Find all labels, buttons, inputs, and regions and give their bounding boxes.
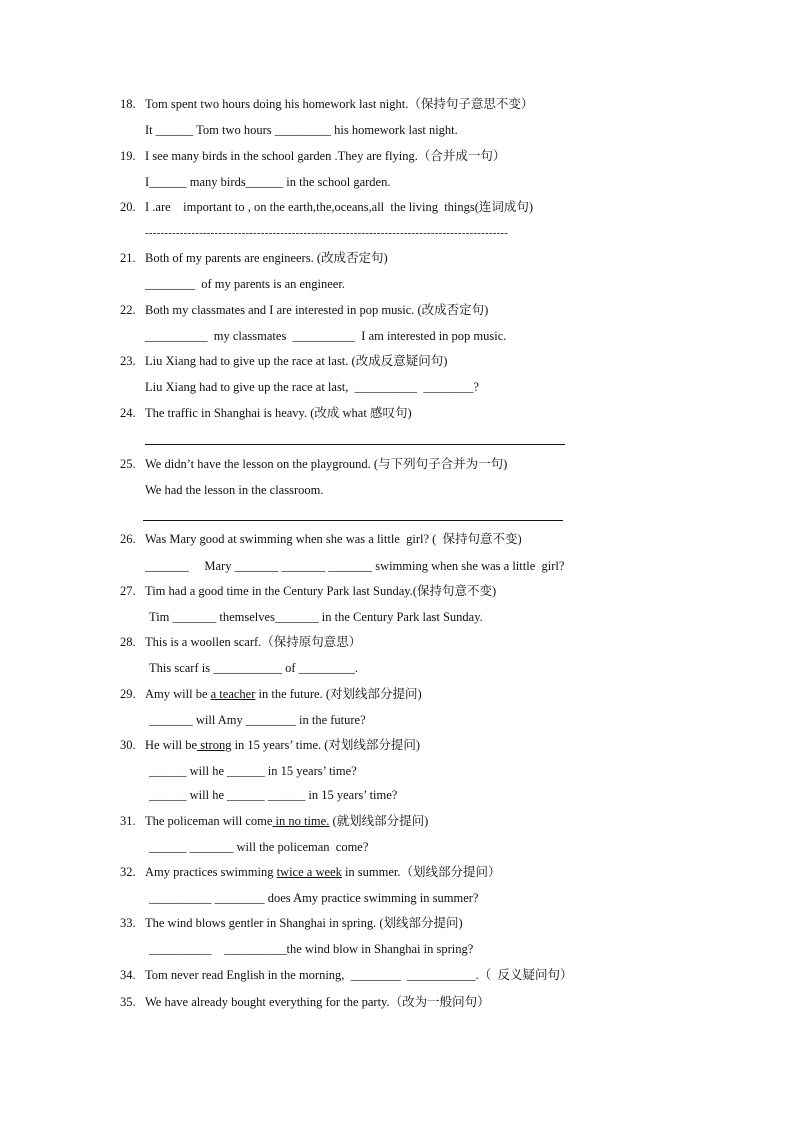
question-text: I see many birds in the school garden .They are flying.（合并成一句）: [145, 149, 506, 163]
question-text: Was Mary good at swimming when she was a little girl? ( 保持句意不变): [145, 532, 522, 546]
underlined-part: in no time.: [272, 814, 330, 828]
item-number: 30.: [120, 738, 136, 752]
question-text: We have already bought everything for the party.（改为一般问句）: [145, 995, 490, 1009]
question-prefix: The policeman will come: [145, 814, 273, 828]
question-text: Both of my parents are engineers. (改成否定句): [145, 251, 388, 265]
answer-line: _______ Mary _______ _______ _______ swimming when she was a little girl?: [145, 559, 565, 573]
question-text: This is a woollen scarf.（保持原句意思）: [145, 635, 362, 649]
item-number: 32.: [120, 865, 136, 879]
question-text: The traffic in Shanghai is heavy. (改成 what 感叹句): [145, 406, 412, 420]
underlined-part: strong: [197, 738, 232, 752]
answer-line: Liu Xiang had to give up the race at last, __________ ________?: [145, 380, 479, 394]
question-text: [145, 739, 420, 752]
item-number: 27.: [120, 584, 136, 598]
question-text: We didn’t have the lesson on the playground. (与下列句子合并为一句): [145, 457, 508, 471]
item-number: 19.: [120, 149, 136, 163]
item-number: 24.: [120, 406, 136, 420]
answer-line: Tim _______ themselves_______ in the Century Park last Sunday.: [149, 610, 483, 624]
answer-line: _______ will Amy ________ in the future?: [149, 713, 366, 727]
item-number: 23.: [120, 354, 136, 368]
answer-line: I______ many birds______ in the school garden.: [145, 175, 391, 189]
item-number: 20.: [120, 200, 136, 214]
answer-line: __________ ________ does Amy practice swimming in summer?: [149, 891, 479, 905]
answer-line: This scarf is ___________ of _________.: [149, 661, 359, 675]
question-text: [145, 815, 428, 828]
answer-line: It ______ Tom two hours _________ his homework last night.: [145, 123, 458, 137]
item-number: 21.: [120, 251, 136, 265]
question-text: [145, 688, 422, 701]
question-suffix: in the future. (对划线部分提问): [255, 687, 422, 701]
question-suffix: (就划线部分提问): [329, 814, 429, 828]
question-prefix: Amy practices swimming: [145, 865, 277, 879]
item-number: 25.: [120, 457, 136, 471]
underlined-part: twice a week: [276, 865, 342, 879]
question-text: Tom never read English in the morning, ________ ___________.（ 反义疑问句）: [145, 968, 573, 982]
question-suffix: in summer.（划线部分提问）: [341, 865, 501, 879]
dashed-answer-line: ----------------------------------------------------------------------------------------------: [145, 227, 509, 239]
question-suffix: in 15 years’ time. (对划线部分提问): [231, 738, 421, 752]
question-prefix: Amy will be: [145, 687, 211, 701]
answer-rule: [145, 444, 565, 445]
answer-line: __________ __________the wind blow in Shanghai in spring?: [149, 942, 474, 956]
question-text: I .are important to , on the earth,the,oceans,all the living things(连词成句): [145, 200, 534, 214]
question-text: The wind blows gentler in Shanghai in spring. (划线部分提问): [145, 916, 463, 930]
item-number: 29.: [120, 687, 136, 701]
question-text: Tim had a good time in the Century Park last Sunday.(保持句意不变): [145, 584, 497, 598]
underlined-part: a teacher: [210, 687, 256, 701]
answer-line: ________ of my parents is an engineer.: [145, 277, 345, 291]
answer-line: ______ will he ______ in 15 years’ time?: [149, 764, 357, 778]
question-text: [145, 866, 501, 879]
item-number: 34.: [120, 968, 136, 982]
item-number: 26.: [120, 532, 136, 546]
answer-line: __________ my classmates __________ I am interested in pop music.: [145, 329, 507, 343]
question-text: Both my classmates and I are interested in pop music. (改成否定句): [145, 303, 489, 317]
question-text: Tom spent two hours doing his homework last night.（保持句子意思不变）: [145, 97, 534, 111]
question-prefix: He will be: [145, 738, 198, 752]
item-number: 28.: [120, 635, 136, 649]
given-sentence: We had the lesson in the classroom.: [145, 483, 324, 497]
item-number: 35.: [120, 995, 136, 1009]
answer-line: ______ will he ______ ______ in 15 years’ time?: [149, 788, 398, 802]
answer-line: ______ _______ will the policeman come?: [149, 840, 369, 854]
answer-rule: [143, 520, 563, 521]
item-number: 22.: [120, 303, 136, 317]
item-number: 33.: [120, 916, 136, 930]
question-text: Liu Xiang had to give up the race at last. (改成反意疑问句): [145, 354, 448, 368]
item-number: 18.: [120, 97, 136, 111]
item-number: 31.: [120, 814, 136, 828]
